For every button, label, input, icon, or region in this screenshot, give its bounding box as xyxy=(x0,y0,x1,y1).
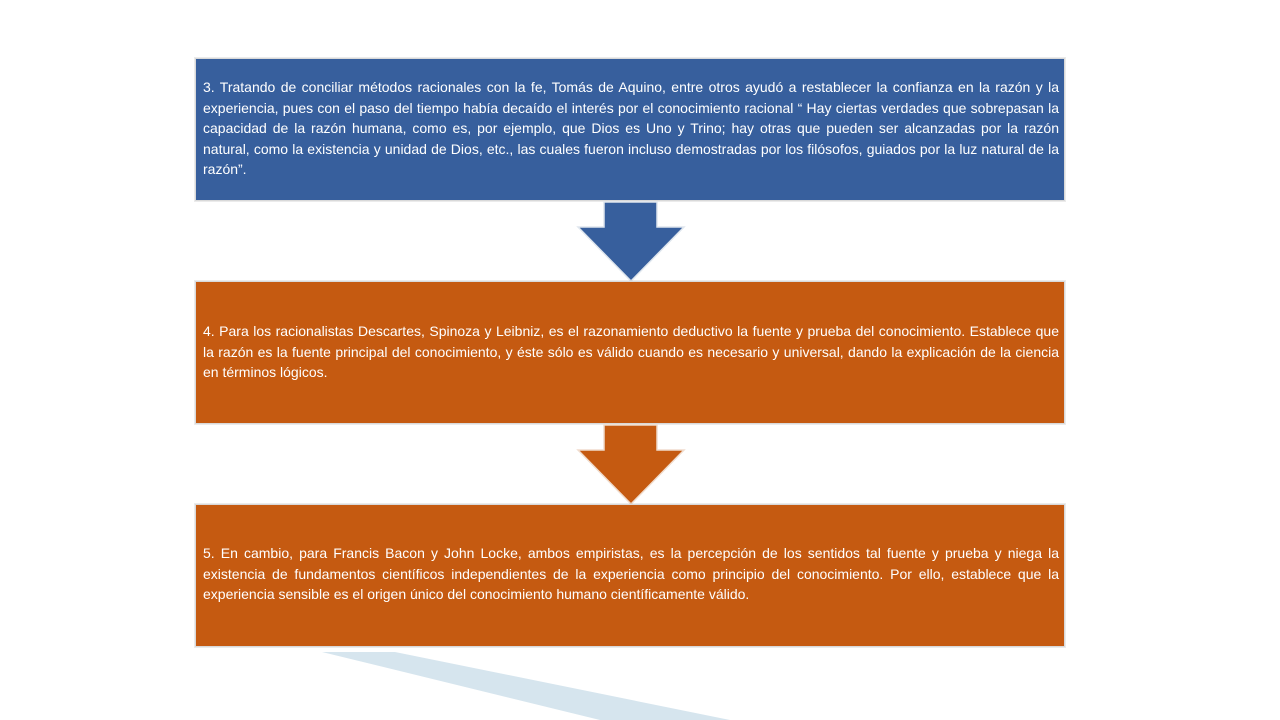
down-arrow-2 xyxy=(575,424,687,506)
decorative-stripe-shape xyxy=(322,652,730,720)
flow-step-3-box xyxy=(195,58,1065,201)
flow-step-3-text: 3. Tratando de conciliar métodos racionales con la fe, Tomás de Aquino, entre otros ayudó a restablecer la confianza en la razón y la experiencia, pues con el paso del tiempo había decaído el interés por el conocimiento racional “ Hay ciertas verdades que sobrepasan la capacidad de la razón humana, como es, por ejemplo, que Dios es Uno y Trino; hay otras que pueden ser alcanzadas por la razón natural, como la existencia y unidad de Dios, etc., las cuales fueron incluso demostradas por los filósofos, guiados por la luz natural de la razón”. xyxy=(203,79,1059,178)
down-arrow-1 xyxy=(575,201,687,283)
flow-step-5-text: 5. En cambio, para Francis Bacon y John Locke, ambos empiristas, es la percepción de los sentidos tal fuente y prueba y niega la existencia de fundamentos científicos independientes de la experiencia como principio del conocimiento. Por ello, establece que la experiencia sensible es el origen único del conocimiento humano científicamente válido. xyxy=(203,545,1059,603)
flow-step-5-box xyxy=(195,504,1065,647)
flow-step-4-box xyxy=(195,281,1065,424)
down-arrow-2-shape xyxy=(578,425,684,504)
flow-step-4-text: 4. Para los racionalistas Descartes, Spinoza y Leibniz, es el razonamiento deductivo la fuente y prueba del conocimiento. Establece que la razón es la fuente principal del conocimiento, y éste sólo es válido cuando es necesario y universal, dando la explicación de la ciencia en términos lógicos. xyxy=(203,323,1059,381)
down-arrow-1-shape xyxy=(578,202,684,281)
